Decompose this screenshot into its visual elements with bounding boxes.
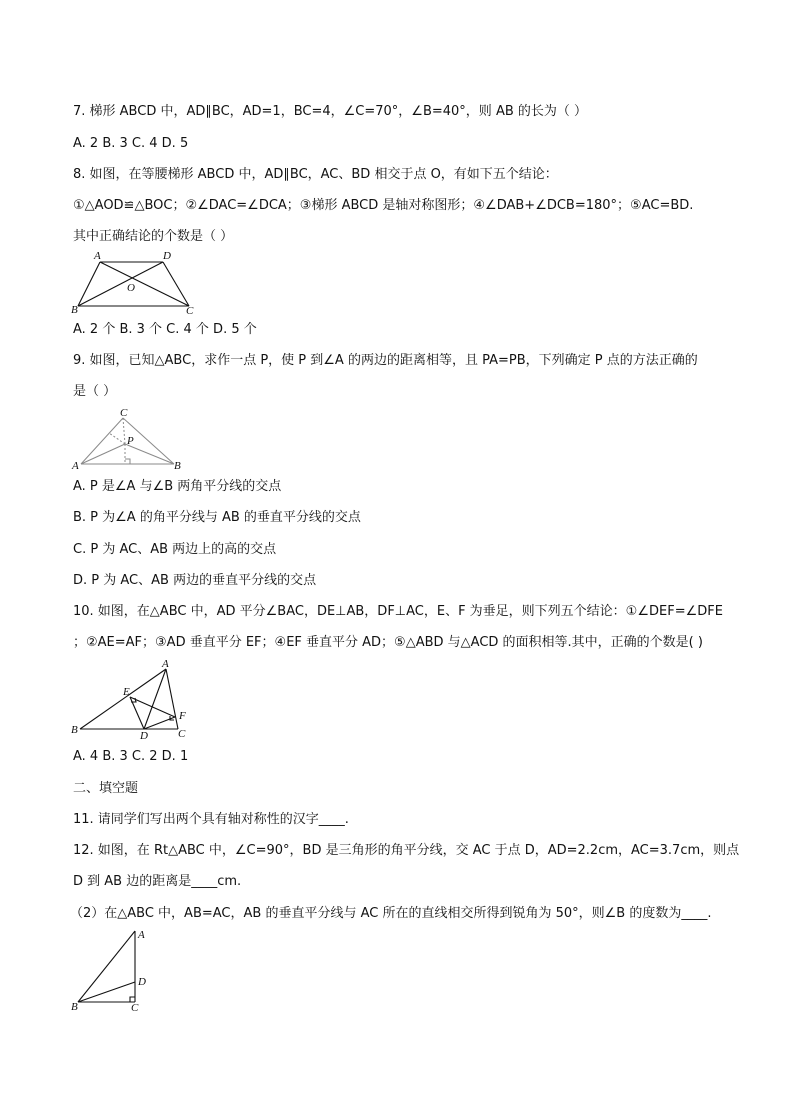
q10-label-e: E bbox=[123, 686, 130, 698]
q10-label-a: A bbox=[162, 658, 169, 670]
q10-stem-line1: 10. 如图，在△ABC 中，AD 平分∠BAC，DE⊥AB，DF⊥AC，E、F 为垂足，则下列五个结论：①∠DEF=∠DFE bbox=[73, 604, 723, 619]
q12-stem-line1: 12. 如图，在 Rt△ABC 中，∠C=90°，BD 是三角形的角平分线，交 AC 于点 D，AD=2.2cm，AC=3.7cm，则点 bbox=[73, 843, 740, 858]
q9-label-a: A bbox=[72, 460, 79, 472]
q12-label-a: A bbox=[138, 929, 145, 941]
q9-label-c: C bbox=[120, 407, 128, 419]
q8-label-d: D bbox=[163, 250, 171, 262]
q8-question: 其中正确结论的个数是（ ） bbox=[73, 229, 234, 244]
q8-label-a: A bbox=[94, 250, 101, 262]
q9-option-a: A. P 是∠A 与∠B 两角平分线的交点 bbox=[73, 479, 282, 494]
q10-label-c: C bbox=[178, 728, 186, 740]
q8-conclusions: ①△AOD≌△BOC；②∠DAC=∠DCA；③梯形 ABCD 是轴对称图形；④∠DAB+∠DCB=180°；⑤AC=BD. bbox=[73, 198, 694, 213]
q8-label-o: O bbox=[127, 282, 135, 294]
q7-options: A. 2 B. 3 C. 4 D. 5 bbox=[73, 136, 189, 151]
q10-options: A. 4 B. 3 C. 2 D. 1 bbox=[73, 749, 189, 764]
q9-label-p: P bbox=[127, 435, 134, 447]
q9-option-d: D. P 为 AC、AB 两边的垂直平分线的交点 bbox=[73, 573, 317, 588]
q9-stem-line1: 9. 如图，已知△ABC，求作一点 P，使 P 到∠A 的两边的距离相等，且 PA=PB，下列确定 P 点的方法正确的 bbox=[73, 353, 698, 368]
q8-label-b: B bbox=[71, 304, 78, 316]
q8-trapezoid-figure bbox=[70, 247, 200, 317]
q9-stem-line2: 是（ ） bbox=[73, 384, 117, 399]
section-title-fill-blank: 二、填空题 bbox=[73, 781, 139, 796]
q10-triangle-figure bbox=[68, 657, 193, 740]
q8-options: A. 2 个 B. 3 个 C. 4 个 D. 5 个 bbox=[73, 322, 257, 337]
q10-stem-line2: ；②AE=AF；③AD 垂直平分 EF；④EF 垂直平分 AD；⑤△ABD 与△ACD 的面积相等.其中，正确的个数是( ) bbox=[73, 635, 703, 650]
q12-part2: （2）在△ABC 中，AB=AC，AB 的垂直平分线与 AC 所在的直线相交所得到锐角为 50°，则∠B 的度数为____. bbox=[70, 906, 712, 921]
q12-stem-line2: D 到 AB 边的距离是____cm. bbox=[73, 874, 242, 889]
q9-option-c: C. P 为 AC、AB 两边上的高的交点 bbox=[73, 542, 277, 557]
q12-label-b: B bbox=[71, 1001, 78, 1012]
q9-label-b: B bbox=[174, 460, 181, 472]
q9-option-b: B. P 为∠A 的角平分线与 AB 的垂直平分线的交点 bbox=[73, 510, 361, 525]
q12-right-triangle-figure bbox=[68, 926, 153, 1012]
q12-label-d: D bbox=[138, 976, 146, 988]
q12-label-c: C bbox=[131, 1002, 139, 1012]
q8-stem: 8. 如图，在等腰梯形 ABCD 中，AD∥BC，AC、BD 相交于点 O，有如下五个结论： bbox=[73, 167, 558, 182]
q10-label-f: F bbox=[179, 710, 186, 722]
q10-label-b: B bbox=[71, 724, 78, 736]
q7-stem: 7. 梯形 ABCD 中，AD∥BC，AD=1，BC=4，∠C=70°，∠B=40°，则 AB 的长为（ ） bbox=[73, 104, 588, 119]
q10-label-d: D bbox=[140, 730, 148, 740]
q8-label-c: C bbox=[186, 305, 194, 317]
q11-stem: 11. 请同学们写出两个具有轴对称性的汉字____. bbox=[73, 812, 349, 827]
q9-triangle-figure bbox=[70, 406, 185, 472]
